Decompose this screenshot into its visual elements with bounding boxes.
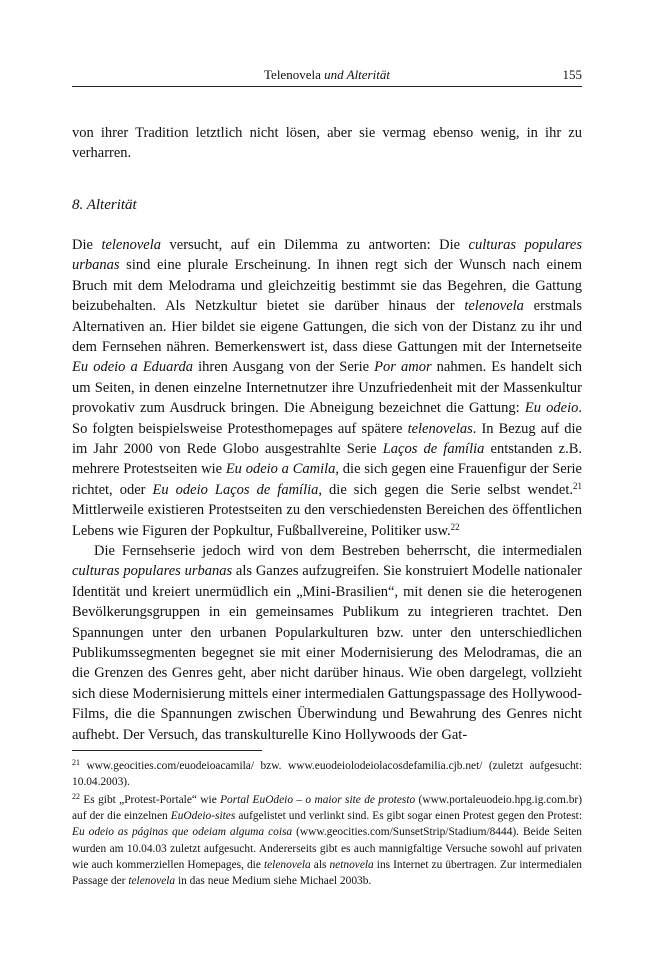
footnote-21: $^{21}$ www.geocities.com/euodeioacamila/ bzw. www.euodeiolodeiolacosdefamilia.cjb.net/ (zuletzt aufgesucht: 10.04.2003). bbox=[72, 758, 582, 789]
intro-paragraph: von ihrer Tradition letztlich nicht lösen, aber sie vermag ebenso wenig, in ihr zu verharren. bbox=[72, 125, 582, 162]
footnote-ref-22: 22 bbox=[450, 521, 460, 532]
footnote-divider bbox=[72, 750, 262, 751]
footnote-ref-21: 21 bbox=[573, 480, 582, 491]
running-title-plain: Telenovela bbox=[264, 67, 325, 82]
paragraph-1: Die telenovela versucht, auf ein Dilemma zu antworten: Die culturas populares urbanas sind eine plurale Erscheinung. In ihnen regt sich der Wunsch nach einem Bruch mit dem Melodrama und gleichzeitig bestimmt sie das Begehren, die Gattung beizubehalten. Als Netzkultur bietet sie darüber hinaus der telenovela erstmals Alternativen an. Hier bildet sie eigene Gattungen, die sich von der Distanz zu ihr und dem Fernsehen nähren. Bemerkenswert ist, dass diese Gattungen mit der Internetseite Eu odeio a Eduarda ihren Ausgang von der Serie Por amor nahmen. Es handelt sich um Seiten, in denen einzelne Internetnutzer ihre Unzufriedenheit mit der Massenkultur provokativ zum Ausdruck bringen. Die Abneigung bezeichnet die Gattung: Eu odeio. So folgten beispielsweise Protesthomepages auf spätere telenovelas. In Bezug auf die im Jahr 2000 von Rede Globo ausgestrahlte Serie Laços de família entstanden z.B. mehrere Protestseiten wie Eu odeio a Camila, die sich gegen eine Frauenfigur der Serie richtet, oder Eu odeio Laços de família, die sich gegen die Serie selbst wendet.$^{21}$ Mittlerweile existieren Protestseiten zu den verschiedensten Bereichen des öffentlichen Lebens wie Figuren der Popkultur, Fußballvereine, Politiker usw.$^{22}$ bbox=[72, 237, 583, 539]
running-title bbox=[72, 67, 582, 83]
footnote-number: 21 bbox=[72, 758, 80, 767]
paragraph-2: Die Fernsehserie jedoch wird von dem Bestreben beherrscht, die intermedialen culturas populares urbanas als Ganzes aufzugreifen. Sie konstruiert Modelle nationaler Identität und kreiert unermüdlich ein „Mini-Brasilien“, mit denen sie die heterogenen Bevölkerungsgruppen in ein gemeinsames Publikum zu integrieren trachtet. Den Spannungen unter den urbanen Popularkulturen bzw. unter den unterschiedlichen Publikumssegmenten begegnet sie mit einer Modernisierung des Melodramas, die an die Grenzen des Genres geht, aber nicht darüber hinaus. Wie oben dargelegt, vollzieht sich diese Modernisierung mittels einer intermedialen Gattungspassage des Hollywood-Films, die die Spannungen zwischen Überwindung und Bewahrung des Genres nicht aufhebt. Der Versuch, das transkulturelle Kino Hollywoods der Gat- bbox=[72, 543, 582, 743]
footnote-22: $^{22}$ Es gibt „Protest-Portale“ wie Portal EuOdeio – o maior site de protesto (www.portaleuodeio.hpg.ig.com.br) auf der die einzelnen EuOdeio-sites aufgelistet und verlinkt sind. Es gibt sogar einen Protest gegen den Protest: Eu odeio as páginas que odeiam alguma coisa (www.geocities.com/SunsetStrip/Stadium/8444). Beide Seiten wurden am 10.04.03 zuletzt aufgesucht. Andererseits gibt es auch mannigfaltige Versuche sowohl auf privaten wie auch kommerziellen Homepages, die telenovela als netnovela ins Internet zu übertragen. Zur intermedialen Passage der telenovela in das neue Medium siehe Michael 2003b. bbox=[72, 792, 582, 888]
footnote-number: 22 bbox=[72, 792, 80, 801]
section-heading: 8. Alterität bbox=[72, 197, 137, 213]
running-title-italic: und Alterität bbox=[324, 67, 390, 82]
running-header bbox=[72, 64, 582, 87]
page-number: 155 bbox=[562, 67, 582, 82]
